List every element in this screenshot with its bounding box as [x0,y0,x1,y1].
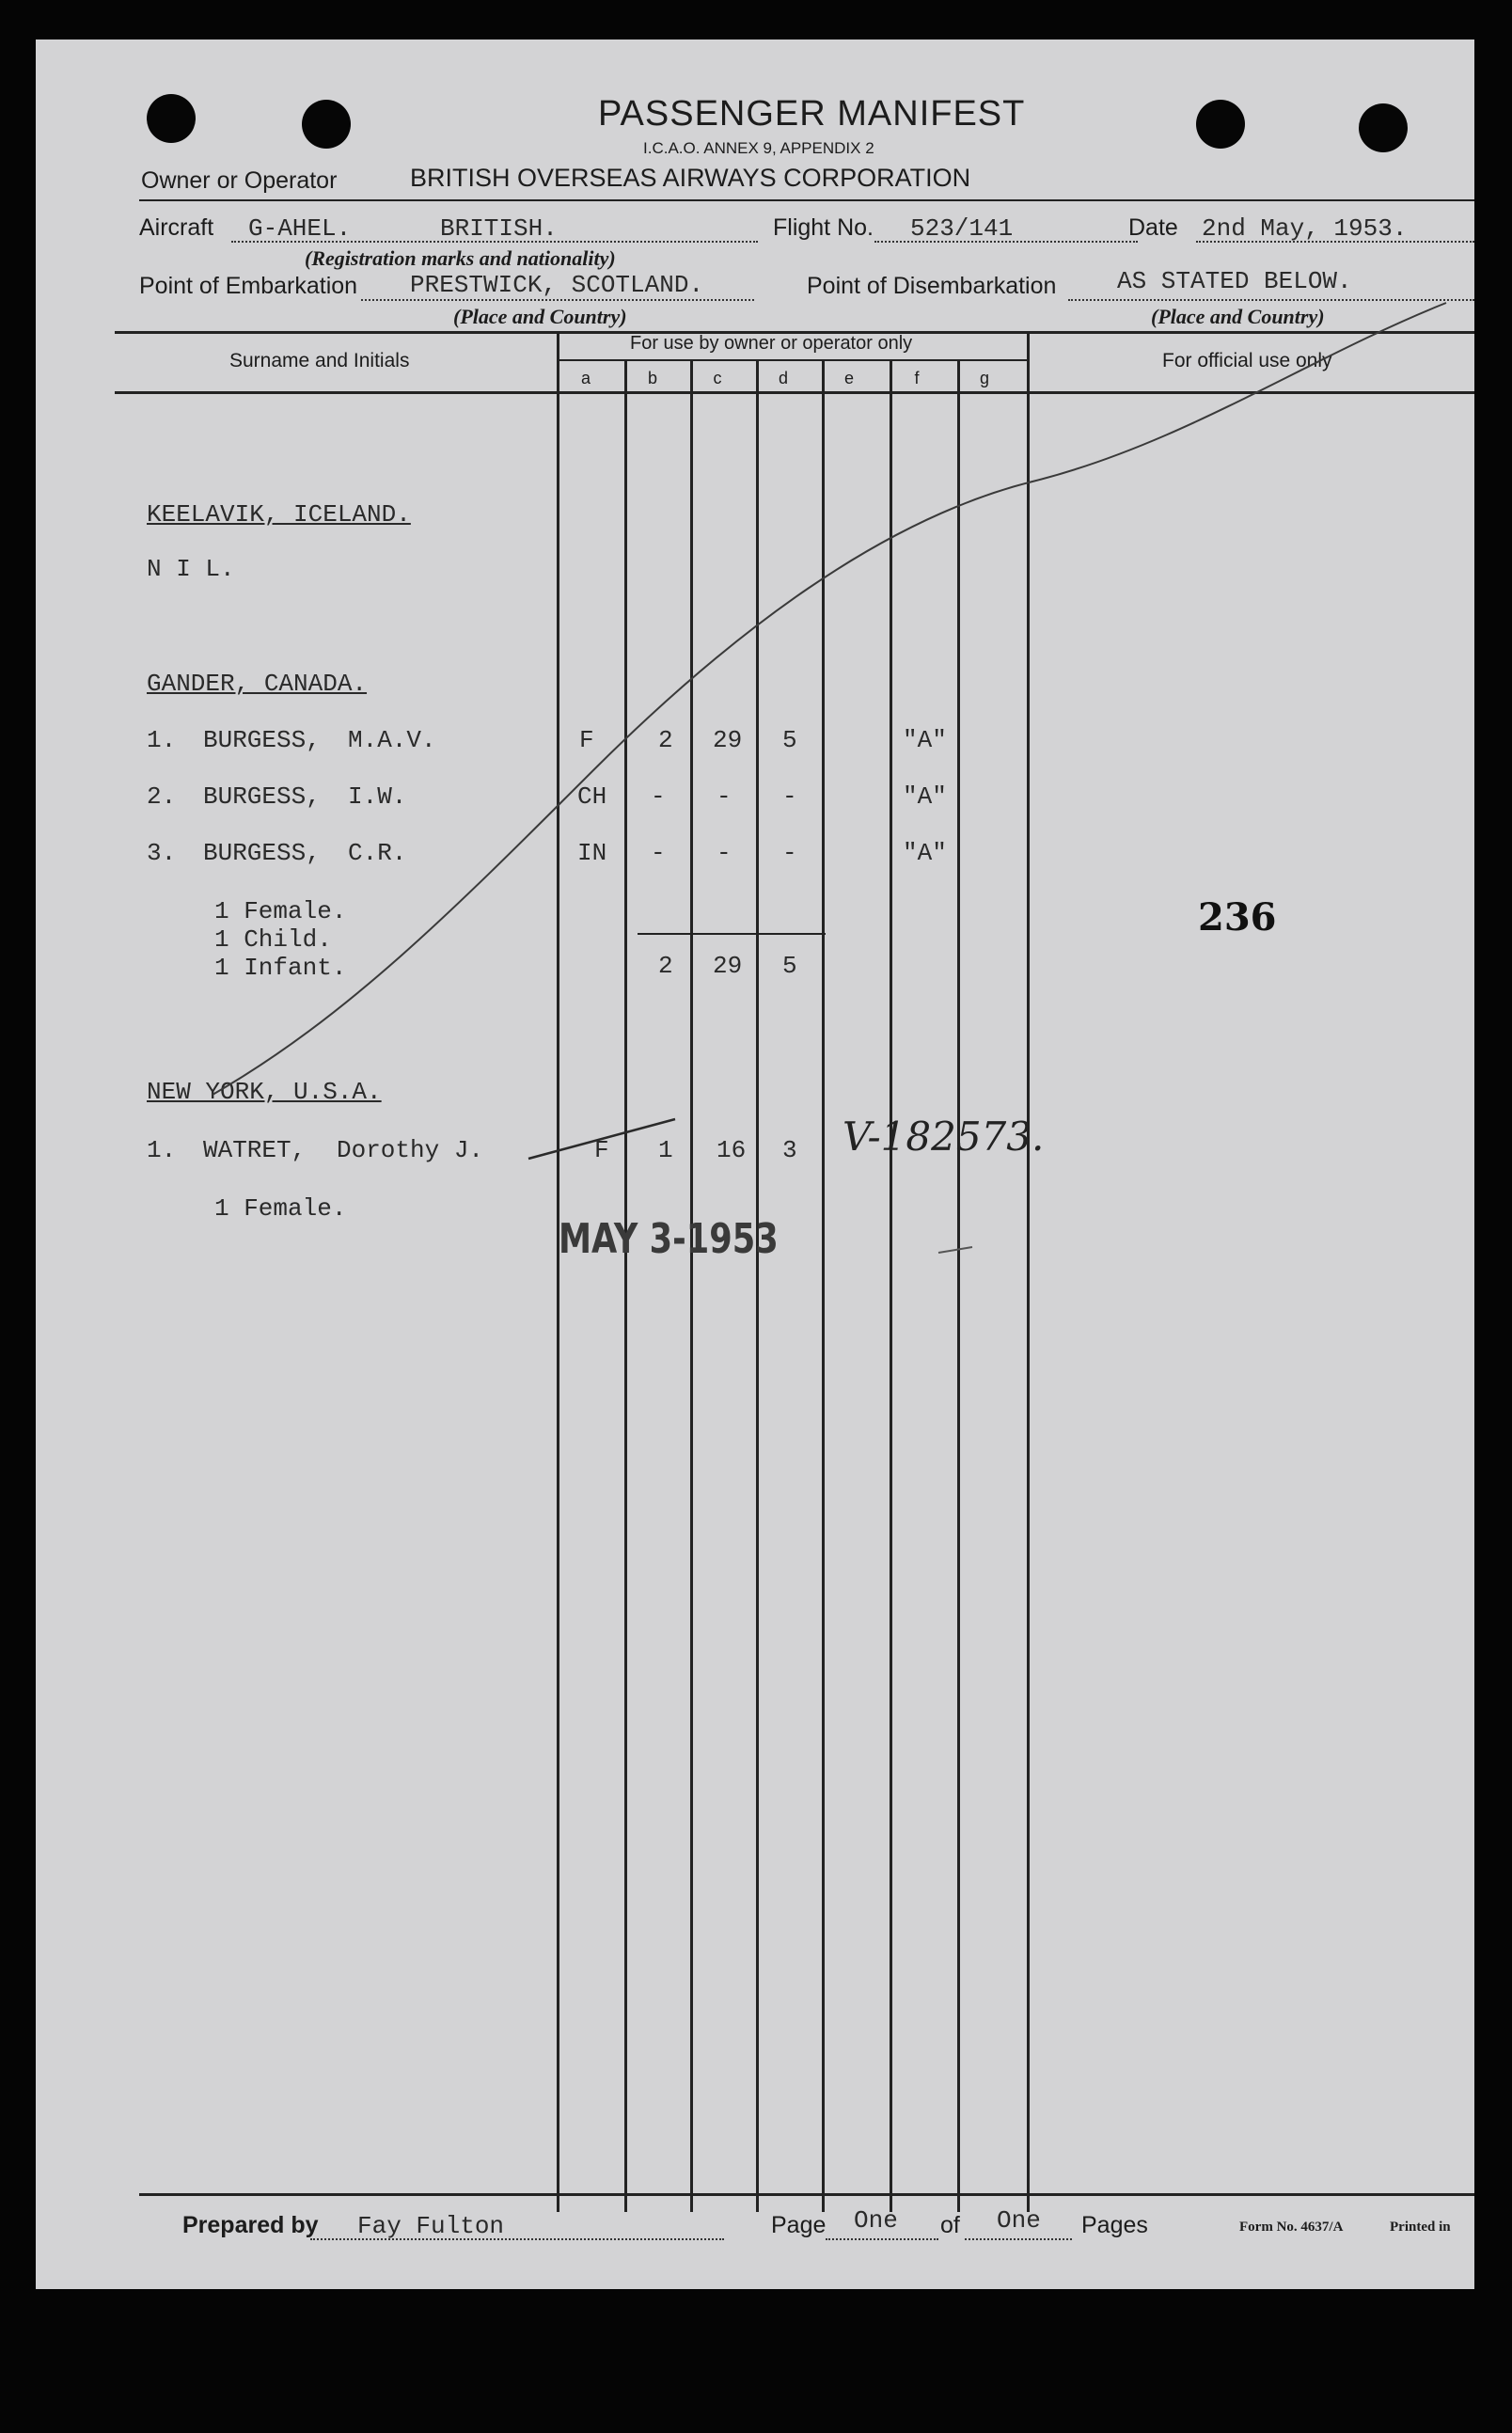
cell-f: "A" [903,839,947,867]
col-header-f: f [914,369,920,387]
form-number: Form No. 4637/A [1239,2220,1344,2235]
date-label: Date [1128,214,1178,241]
passenger-surname: WATRET, [203,1136,307,1164]
printed-in: Printed in [1390,2220,1451,2235]
disembark-value: AS STATED BELOW. [1117,267,1352,295]
col-line-4 [822,359,825,2212]
cell-c: - [717,782,732,811]
cell-f: "A" [903,726,947,754]
place-note-left: (Place and Country) [453,305,627,328]
row-number: 1. [147,726,177,754]
prepared-value: Fay Fulton [357,2212,505,2240]
prepared-label: Prepared by [182,2212,319,2238]
page-dots [826,2238,938,2240]
page-value: One [854,2206,898,2235]
official-number: 236 [1198,895,1277,940]
cell-f: "A" [903,782,947,811]
operator-header: For use by owner or operator only [630,333,913,354]
cell-a: IN [577,839,607,867]
passenger-initials: I.W. [348,782,407,811]
aircraft-value: G-AHEL. [248,214,352,243]
registration-note: (Registration marks and nationality) [305,246,616,270]
of-value: One [997,2206,1041,2235]
passenger-initials: M.A.V. [348,726,436,754]
passenger-surname: BURGESS, [203,782,321,811]
total-c: 29 [713,952,743,980]
handwritten-code: V-182573. [843,1114,1045,1160]
passenger-surname: BURGESS, [203,726,321,754]
cell-a: CH [577,782,607,811]
manifest-title: PASSENGER MANIFEST [598,94,1026,134]
header-rule [139,199,1474,201]
punch-hole-right-2 [1359,103,1408,152]
of-label: of [940,2212,960,2238]
col-header-c: c [713,369,722,387]
cell-b: - [651,839,666,867]
col-line-7 [1027,331,1030,2212]
cell-b: - [651,782,666,811]
manifest-subtitle: I.C.A.O. ANNEX 9, APPENDIX 2 [643,139,874,157]
of-dots [965,2238,1072,2240]
cell-d: - [782,839,797,867]
footer-rule [139,2193,1474,2196]
embark-dots [361,299,754,301]
page-label: Page [771,2212,827,2238]
passenger-initials: C.R. [348,839,407,867]
section-note-nil: N I L. [147,555,235,583]
summary-line: 1 Female. [214,897,347,925]
summary-line: 1 Female. [214,1194,347,1223]
owner-label: Owner or Operator [141,167,338,194]
summary-line: 1 Infant. [214,954,347,982]
col-header-e: e [843,369,854,387]
manifest-sheet [36,39,1474,2289]
col-line-1 [624,359,627,2212]
cell-b: 1 [658,1136,673,1164]
col-header-d: d [778,369,788,387]
cell-d: 5 [782,726,797,754]
passenger-surname: BURGESS, [203,839,321,867]
total-d: 5 [782,952,797,980]
row-number: 3. [147,839,177,867]
passenger-initials: Dorothy J. [337,1136,484,1164]
col-header-a: a [580,369,591,387]
punch-hole-left-2 [302,100,351,149]
cell-a: F [579,726,594,754]
aircraft-label: Aircraft [139,214,214,241]
punch-hole-right-1 [1196,100,1245,149]
cell-b: 2 [658,726,673,754]
col-line-0 [557,331,559,2212]
punch-hole-left-1 [147,94,196,143]
flight-value: 523/141 [910,214,1014,243]
col-header-g: g [979,369,989,387]
embark-value: PRESTWICK, SCOTLAND. [410,271,704,299]
owner-value: BRITISH OVERSEAS AIRWAYS CORPORATION [410,164,971,192]
cell-d: - [782,782,797,811]
cell-c: 16 [717,1136,747,1164]
embark-label: Point of Embarkation [139,273,358,299]
pencil-stroke-svg [36,39,1474,2289]
totals-rule [638,933,826,935]
row-number: 2. [147,782,177,811]
date-stamp: MAY 3-1953 [559,1215,779,1263]
cell-d: 3 [782,1136,797,1164]
section-heading-new-york: NEW YORK, U.S.A. [147,1078,382,1106]
section-heading-keelavik: KEELAVIK, ICELAND. [147,500,411,529]
cell-c: - [717,839,732,867]
disembark-label: Point of Disembarkation [807,273,1057,299]
summary-line: 1 Child. [214,925,332,954]
date-value: 2nd May, 1953. [1202,214,1408,243]
col-header-b: b [647,369,657,387]
cell-a: F [594,1136,609,1164]
disembark-dots [1068,299,1474,301]
cell-c: 29 [713,726,743,754]
nationality-value: BRITISH. [440,214,558,243]
stray-mark-stroke [938,1247,972,1253]
total-b: 2 [658,952,673,980]
table-header-bottom-rule [115,391,1474,394]
col-line-3 [756,359,759,2212]
col-line-5 [890,359,892,2212]
pages-label: Pages [1081,2212,1148,2238]
col-line-6 [957,359,960,2212]
surname-header: Surname and Initials [229,350,410,371]
place-note-right: (Place and Country) [1151,305,1325,328]
row-number: 1. [147,1136,177,1164]
col-line-2 [690,359,693,2212]
flight-label: Flight No. [773,214,874,241]
official-header: For official use only [1162,350,1332,371]
diagonal-pencil-stroke [213,303,1446,1095]
section-heading-gander: GANDER, CANADA. [147,670,368,698]
